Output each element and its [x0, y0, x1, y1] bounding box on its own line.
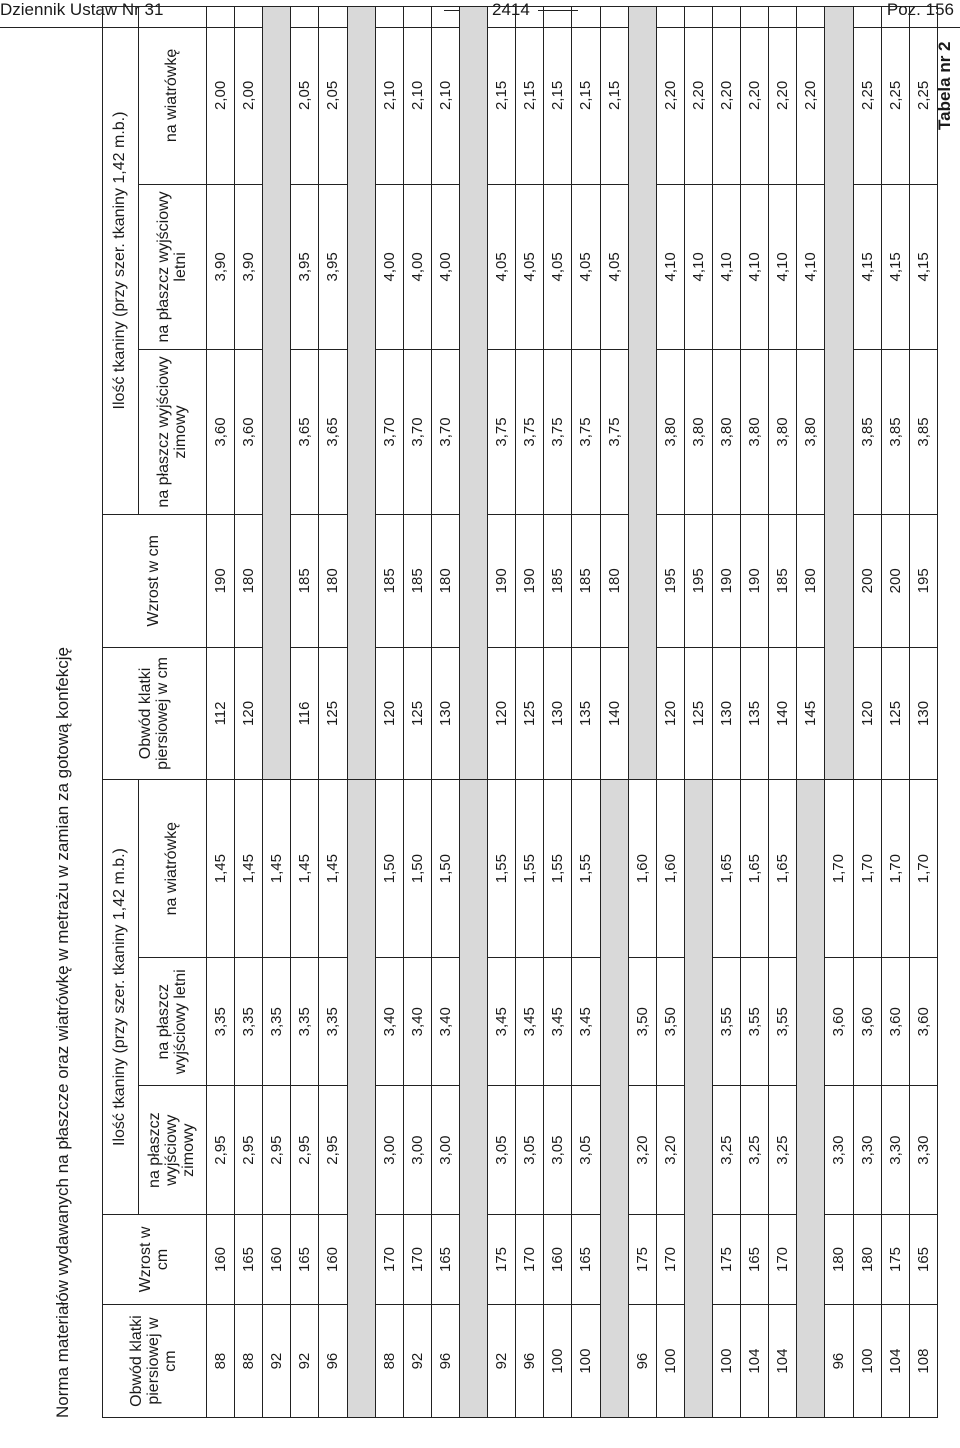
- table-cell: 120: [375, 647, 403, 780]
- table-cell: 175: [712, 1214, 740, 1304]
- col-letni-left: na płaszcz wyjściowy letni: [139, 958, 207, 1086]
- table-cell: 92: [403, 1305, 431, 1418]
- table-cell: 1,70: [825, 780, 853, 958]
- table-cell: 100: [712, 1305, 740, 1418]
- table-cell: 185: [769, 515, 797, 648]
- shaded-separator: [600, 780, 628, 1418]
- table-cell: 1,55: [488, 780, 516, 958]
- table-cell: 4,00: [431, 184, 459, 349]
- col-zimowy-right: na płaszcz wyjściowy zimowy: [139, 349, 207, 514]
- table-row: [684, 7, 712, 1418]
- table-cell: 2,20: [712, 7, 740, 185]
- table-cell: 2,25: [881, 7, 909, 185]
- table-cell: 180: [431, 515, 459, 648]
- table-cell: 2,10: [431, 7, 459, 185]
- table-cell: 185: [544, 515, 572, 648]
- table-cell: 2,20: [656, 7, 684, 185]
- table-cell: 3,80: [741, 349, 769, 514]
- table-cell: 2,15: [572, 7, 600, 185]
- table-cell: 165: [431, 1214, 459, 1304]
- table-cell: 200: [881, 515, 909, 648]
- page-number: 2414: [492, 0, 530, 19]
- table-cell: 3,60: [825, 958, 853, 1086]
- table-cell: 3,45: [572, 958, 600, 1086]
- table-row: [572, 7, 600, 1418]
- table-label: Tabela nr 2: [935, 41, 954, 130]
- table-cell: 165: [235, 1214, 263, 1304]
- table-cell: 3,35: [319, 958, 347, 1086]
- table-cell: 4,05: [572, 184, 600, 349]
- table-cell: 4,15: [853, 184, 881, 349]
- table-cell: 160: [319, 1214, 347, 1304]
- table-cell: 2,20: [797, 7, 825, 185]
- table-cell: 1,55: [572, 780, 600, 958]
- table-row: [881, 7, 909, 1418]
- table-cell: 1,60: [656, 780, 684, 958]
- table-cell: 2,20: [741, 7, 769, 185]
- table-cell: 3,85: [909, 349, 937, 514]
- table-cell: 125: [881, 647, 909, 780]
- table-cell: 2,15: [600, 7, 628, 185]
- table-row: [375, 7, 403, 1418]
- table-cell: 135: [572, 647, 600, 780]
- table-cell: 125: [319, 647, 347, 780]
- table-cell: 1,70: [853, 780, 881, 958]
- table-cell: 2,95: [207, 1086, 235, 1214]
- table-cell: 185: [375, 515, 403, 648]
- table-cell: 3,00: [375, 1086, 403, 1214]
- table-cell: 3,80: [769, 349, 797, 514]
- table-cell: 4,00: [403, 184, 431, 349]
- table-cell: 3,55: [741, 958, 769, 1086]
- table-row: [825, 7, 853, 1418]
- table-cell: 104: [769, 1305, 797, 1418]
- table-cell: 3,50: [656, 958, 684, 1086]
- table-cell: 3,80: [797, 349, 825, 514]
- table-cell: 180: [600, 515, 628, 648]
- table-cell: 2,15: [516, 7, 544, 185]
- table-cell: 3,80: [712, 349, 740, 514]
- table-cell: 125: [516, 647, 544, 780]
- table-cell: 185: [403, 515, 431, 648]
- table-row: [291, 7, 319, 1418]
- table-cell: 3,75: [544, 349, 572, 514]
- table-cell: 3,70: [375, 349, 403, 514]
- table-cell: 120: [488, 647, 516, 780]
- table-cell: 195: [909, 515, 937, 648]
- table-cell: 3,95: [291, 184, 319, 349]
- table-row: [628, 7, 656, 1418]
- table-body: [207, 7, 938, 1418]
- table-row: [909, 7, 937, 1418]
- table-cell: 1,45: [319, 780, 347, 958]
- table-cell: 140: [600, 647, 628, 780]
- col-wiatrowka-right: na wiatrówkę: [139, 7, 207, 185]
- table-cell: 3,75: [516, 349, 544, 514]
- table-cell: 4,05: [544, 184, 572, 349]
- table-cell: 3,45: [544, 958, 572, 1086]
- table-cell: 4,10: [741, 184, 769, 349]
- table-cell: 3,35: [235, 958, 263, 1086]
- table-cell: 190: [516, 515, 544, 648]
- journal-name: Dziennik Ustaw Nr 31: [0, 0, 164, 19]
- table-cell: 125: [403, 647, 431, 780]
- table-cell: 4,15: [881, 184, 909, 349]
- table-cell: 2,05: [291, 7, 319, 185]
- position-number: Poz. 156: [886, 0, 954, 19]
- table-cell: 3,85: [881, 349, 909, 514]
- table-cell: 3,30: [825, 1086, 853, 1214]
- table-cell: 100: [572, 1305, 600, 1418]
- table-cell: 2,15: [488, 7, 516, 185]
- table-cell: 3,70: [403, 349, 431, 514]
- table-cell: 3,75: [488, 349, 516, 514]
- table-cell: 92: [263, 1305, 291, 1418]
- table-cell: 170: [403, 1214, 431, 1304]
- table-cell: 2,15: [544, 7, 572, 185]
- table-cell: 3,80: [684, 349, 712, 514]
- table-cell: 104: [741, 1305, 769, 1418]
- table-cell: 165: [741, 1214, 769, 1304]
- col-wiatrowka-left: na wiatrówkę: [139, 780, 207, 958]
- shaded-separator: [347, 780, 375, 1418]
- table-cell: 104: [881, 1305, 909, 1418]
- table-cell: 185: [291, 515, 319, 648]
- table-cell: 100: [544, 1305, 572, 1418]
- table-cell: 88: [207, 1305, 235, 1418]
- table-cell: 3,80: [656, 349, 684, 514]
- table-cell: 2,20: [769, 7, 797, 185]
- table-cell: 96: [516, 1305, 544, 1418]
- table-cell: 190: [712, 515, 740, 648]
- table-cell: 1,55: [544, 780, 572, 958]
- table-cell: 4,10: [797, 184, 825, 349]
- table-row: [656, 7, 684, 1418]
- table-cell: 125: [684, 647, 712, 780]
- col-letni-right: na płaszcz wyjściowy letni: [139, 184, 207, 349]
- table-cell: 3,30: [853, 1086, 881, 1214]
- table-cell: 190: [741, 515, 769, 648]
- norm-table: [102, 6, 938, 1418]
- table-cell: 3,60: [207, 349, 235, 514]
- table-cell: 1,70: [909, 780, 937, 958]
- table-cell: 3,40: [403, 958, 431, 1086]
- table-cell: 170: [656, 1214, 684, 1304]
- table-cell: 130: [544, 647, 572, 780]
- table-cell: 3,40: [375, 958, 403, 1086]
- table-cell: 3,65: [291, 349, 319, 514]
- table-cell: 1,45: [207, 780, 235, 958]
- table-cell: 3,00: [403, 1086, 431, 1214]
- table-cell: 3,60: [909, 958, 937, 1086]
- table-cell: 190: [207, 515, 235, 648]
- table-cell: 1,45: [291, 780, 319, 958]
- table-cell: 4,15: [909, 184, 937, 349]
- table-cell: 4,10: [656, 184, 684, 349]
- table-cell: 4,05: [600, 184, 628, 349]
- table-cell: 1,65: [712, 780, 740, 958]
- shaded-separator: [459, 780, 487, 1418]
- shaded-separator: [263, 7, 291, 780]
- table-cell: 2,95: [235, 1086, 263, 1214]
- shaded-separator: [684, 780, 712, 1418]
- table-row: [600, 7, 628, 1418]
- table-cell: 3,25: [741, 1086, 769, 1214]
- table-cell: 145: [797, 647, 825, 780]
- table-row: [459, 7, 487, 1418]
- table-cell: 100: [656, 1305, 684, 1418]
- table-cell: 96: [628, 1305, 656, 1418]
- table-cell: 3,25: [769, 1086, 797, 1214]
- col-obwod-left: Obwód klatki piersiowej w cm: [103, 1305, 207, 1418]
- table-cell: 1,55: [516, 780, 544, 958]
- table-cell: 2,00: [207, 7, 235, 185]
- table-cell: 92: [488, 1305, 516, 1418]
- table-cell: 120: [656, 647, 684, 780]
- table-cell: 3,75: [572, 349, 600, 514]
- table-cell: 3,60: [853, 958, 881, 1086]
- table-cell: 100: [853, 1305, 881, 1418]
- col-wzrost-left: Wzrost w cm: [103, 1214, 207, 1304]
- table-cell: 2,20: [684, 7, 712, 185]
- table-row: [263, 7, 291, 1418]
- table-cell: 4,10: [684, 184, 712, 349]
- table-cell: 2,25: [909, 7, 937, 185]
- table-cell: 1,50: [403, 780, 431, 958]
- table-cell: 3,20: [656, 1086, 684, 1214]
- table-cell: 3,50: [628, 958, 656, 1086]
- table-cell: 3,90: [207, 184, 235, 349]
- table-cell: 3,75: [600, 349, 628, 514]
- table-cell: 3,30: [881, 1086, 909, 1214]
- table-row: [516, 7, 544, 1418]
- table-cell: 195: [684, 515, 712, 648]
- table-cell: 88: [375, 1305, 403, 1418]
- table-cell: 130: [712, 647, 740, 780]
- table-cell: 180: [319, 515, 347, 648]
- table-cell: 170: [375, 1214, 403, 1304]
- table-row: [403, 7, 431, 1418]
- table-cell: 3,35: [207, 958, 235, 1086]
- table-title: Norma materiałów wydawanych na płaszcze oraz wiatrówkę w metrażu w zamian za gotową konfekcję: [53, 647, 72, 1418]
- col-ilosc-left: Ilość tkaniny (przy szer. tkaniny 1,42 m.b.): [103, 780, 139, 1215]
- table-cell: 3,40: [431, 958, 459, 1086]
- col-zimowy-left: na płaszcz wyjściowy zimowy: [139, 1086, 207, 1214]
- table-cell: 2,25: [853, 7, 881, 185]
- table-cell: 1,50: [375, 780, 403, 958]
- table-cell: 1,45: [235, 780, 263, 958]
- table-row: [712, 7, 740, 1418]
- table-cell: 175: [488, 1214, 516, 1304]
- table-cell: 4,10: [769, 184, 797, 349]
- table-cell: 4,10: [712, 184, 740, 349]
- table-cell: 4,05: [516, 184, 544, 349]
- table-cell: 120: [235, 647, 263, 780]
- table-cell: 165: [572, 1214, 600, 1304]
- table-cell: 112: [207, 647, 235, 780]
- table-cell: 175: [881, 1214, 909, 1304]
- table-cell: 180: [853, 1214, 881, 1304]
- table-cell: 92: [291, 1305, 319, 1418]
- table-row: [797, 7, 825, 1418]
- table-cell: 180: [235, 515, 263, 648]
- table-cell: 116: [291, 647, 319, 780]
- table-row: [431, 7, 459, 1418]
- shaded-separator: [347, 7, 375, 780]
- table-cell: 130: [431, 647, 459, 780]
- col-obwod-right: Obwód klatki piersiowej w cm: [103, 647, 207, 780]
- table-cell: 3,35: [291, 958, 319, 1086]
- col-ilosc-right: Ilość tkaniny (przy szer. tkaniny 1,42 m.b.): [103, 7, 139, 515]
- table-cell: 96: [431, 1305, 459, 1418]
- table-cell: 180: [825, 1214, 853, 1304]
- table-cell: 160: [544, 1214, 572, 1304]
- table-cell: 120: [853, 647, 881, 780]
- table-cell: 4,05: [488, 184, 516, 349]
- table-cell: 140: [769, 647, 797, 780]
- table-row: [207, 7, 235, 1418]
- table-cell: 2,95: [263, 1086, 291, 1214]
- table-cell: 3,05: [516, 1086, 544, 1214]
- table-cell: 1,70: [881, 780, 909, 958]
- table-row: [347, 7, 375, 1418]
- table-cell: 3,20: [628, 1086, 656, 1214]
- table-cell: 3,45: [488, 958, 516, 1086]
- table-cell: 160: [263, 1214, 291, 1304]
- shaded-separator: [459, 7, 487, 780]
- table-cell: 3,95: [319, 184, 347, 349]
- col-wzrost-right: Wzrost w cm: [103, 515, 207, 648]
- table-cell: 108: [909, 1305, 937, 1418]
- table-cell: 1,50: [431, 780, 459, 958]
- shaded-separator: [797, 780, 825, 1418]
- table-cell: 3,35: [263, 958, 291, 1086]
- table-row: [769, 7, 797, 1418]
- table-cell: 3,90: [235, 184, 263, 349]
- table-cell: 3,70: [431, 349, 459, 514]
- table-cell: 3,05: [572, 1086, 600, 1214]
- table-row: [488, 7, 516, 1418]
- table-cell: 3,05: [488, 1086, 516, 1214]
- table-cell: 200: [853, 515, 881, 648]
- table-cell: 1,65: [769, 780, 797, 958]
- table-cell: 130: [909, 647, 937, 780]
- table-cell: 3,65: [319, 349, 347, 514]
- table-cell: 88: [235, 1305, 263, 1418]
- table-cell: 3,00: [431, 1086, 459, 1214]
- table-cell: 135: [741, 647, 769, 780]
- table-cell: 165: [291, 1214, 319, 1304]
- table-cell: 1,45: [263, 780, 291, 958]
- table-cell: 4,00: [375, 184, 403, 349]
- table-cell: 2,10: [375, 7, 403, 185]
- table-cell: 160: [207, 1214, 235, 1304]
- table-cell: 1,60: [628, 780, 656, 958]
- table-cell: 2,05: [319, 7, 347, 185]
- table-cell: 1,65: [741, 780, 769, 958]
- table-cell: 3,55: [712, 958, 740, 1086]
- table-cell: 3,05: [544, 1086, 572, 1214]
- shaded-separator: [825, 7, 853, 780]
- table-cell: 195: [656, 515, 684, 648]
- table-cell: 170: [769, 1214, 797, 1304]
- table-cell: 190: [488, 515, 516, 648]
- table-cell: 165: [909, 1214, 937, 1304]
- table-cell: 2,95: [319, 1086, 347, 1214]
- table-row: [544, 7, 572, 1418]
- table-cell: 2,00: [235, 7, 263, 185]
- table-row: [319, 7, 347, 1418]
- table-row: [853, 7, 881, 1418]
- table-cell: 180: [797, 515, 825, 648]
- table-cell: 3,60: [235, 349, 263, 514]
- table-row: [741, 7, 769, 1418]
- table-cell: 2,10: [403, 7, 431, 185]
- table-cell: 185: [572, 515, 600, 648]
- table-cell: 96: [825, 1305, 853, 1418]
- table-cell: 175: [628, 1214, 656, 1304]
- table-cell: 3,85: [853, 349, 881, 514]
- table-cell: 3,30: [909, 1086, 937, 1214]
- table-cell: 3,60: [881, 958, 909, 1086]
- table-cell: 3,55: [769, 958, 797, 1086]
- table-cell: 170: [516, 1214, 544, 1304]
- table-cell: 2,95: [291, 1086, 319, 1214]
- table-cell: 3,25: [712, 1086, 740, 1214]
- table-cell: 96: [319, 1305, 347, 1418]
- shaded-separator: [628, 7, 656, 780]
- table-cell: 3,45: [516, 958, 544, 1086]
- table-row: [235, 7, 263, 1418]
